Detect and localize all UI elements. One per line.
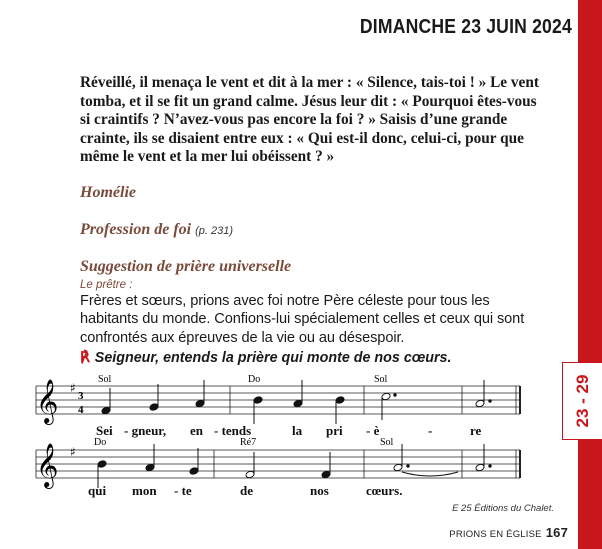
treble-clef-icon-2: 𝄞 — [36, 443, 59, 487]
date-range-label: 23 - 29 — [572, 374, 592, 428]
lyric-line2-3: - te — [174, 483, 192, 498]
chord-line1-3: Sol — [374, 374, 388, 385]
page-date-heading: DIMANCHE 23 JUIN 2024 — [359, 16, 572, 38]
music-credit: E 25 Éditions du Chalet. — [452, 503, 554, 514]
creed-page-ref: (p. 231) — [195, 225, 234, 237]
lyric-line1-1: Sei — [96, 423, 113, 438]
time-signature-3: 3 — [78, 390, 84, 402]
homily-heading: Homélie — [80, 184, 136, 201]
notes-line-1 — [101, 380, 491, 424]
publication-title: PRIONS EN ÉGLISE — [449, 529, 542, 540]
chord-line2-2: Ré7 — [240, 437, 257, 448]
notes-line-2 — [97, 444, 491, 488]
lyric-line1-5: la — [292, 423, 303, 438]
response-symbol-icon: ℟ — [80, 350, 90, 366]
gospel-reading-text: Réveillé, il menaça le vent et dit à la mer : « Silence, tais-toi ! » Le vent tomba, et il se fit un grand calme. Jésus leur dit : « Pourquoi êtes-vous si craintifs ? N’avez-vous pas encore la foi ? » Saisis d’une grande crainte, ils se disaient entre eux : « Qui est-il donc, celui-ci, pour que même le vent et la mer lui obéissent ? » — [80, 74, 539, 166]
date-range-tab — [562, 362, 602, 440]
lyric-line1-9: re — [470, 423, 482, 438]
prayer-response-text: Seigneur, entends la prière qui monte de nos cœurs. — [94, 350, 452, 366]
lyric-line1-2: - gneur, — [124, 423, 167, 438]
staff-line-2 — [36, 450, 520, 478]
lyric-line2-6: cœurs. — [366, 483, 403, 498]
time-signature-4: 4 — [78, 404, 84, 416]
lyric-line1-4: - tends — [214, 423, 252, 438]
lyric-line2-4: de — [240, 483, 253, 498]
prayer-intention-text: Frères et sœurs, prions avec foi notre Père céleste pour tous les habitants du monde. Confions-lui spécialement celles et ceux qui sont confrontés aux épreuves de la vie ou au désespoir. — [80, 293, 525, 346]
chord-line1-2: Do — [248, 374, 261, 385]
lyric-line2-2: mon — [132, 483, 157, 498]
key-signature-sharp-icon: ♯ — [70, 381, 76, 395]
creed-heading — [80, 221, 233, 239]
chord-line1-1: Sol — [98, 374, 112, 385]
lyric-line1-8: - — [428, 423, 433, 438]
page-footer — [449, 525, 568, 540]
side-color-bar — [578, 0, 602, 549]
chord-line2-3: Sol — [380, 437, 394, 448]
prayer-heading: Suggestion de prière universelle — [80, 258, 292, 275]
chord-line2-1: Do — [94, 437, 107, 448]
lyric-line1-7: - è — [366, 423, 380, 438]
lyric-line1-6: pri — [326, 423, 343, 438]
treble-clef-icon: 𝄞 — [36, 379, 59, 423]
key-signature-sharp-icon-2: ♯ — [70, 445, 76, 459]
lyric-line2-1: qui — [88, 483, 107, 498]
lyric-line1-3: en — [190, 423, 203, 438]
lyric-line2-5: nos — [310, 483, 329, 498]
celebrant-label: Le prêtre : — [80, 279, 133, 291]
prayer-response — [80, 350, 550, 366]
creed-title: Profession de foi — [80, 221, 192, 238]
music-score — [30, 368, 530, 504]
page-number: 167 — [545, 525, 568, 540]
